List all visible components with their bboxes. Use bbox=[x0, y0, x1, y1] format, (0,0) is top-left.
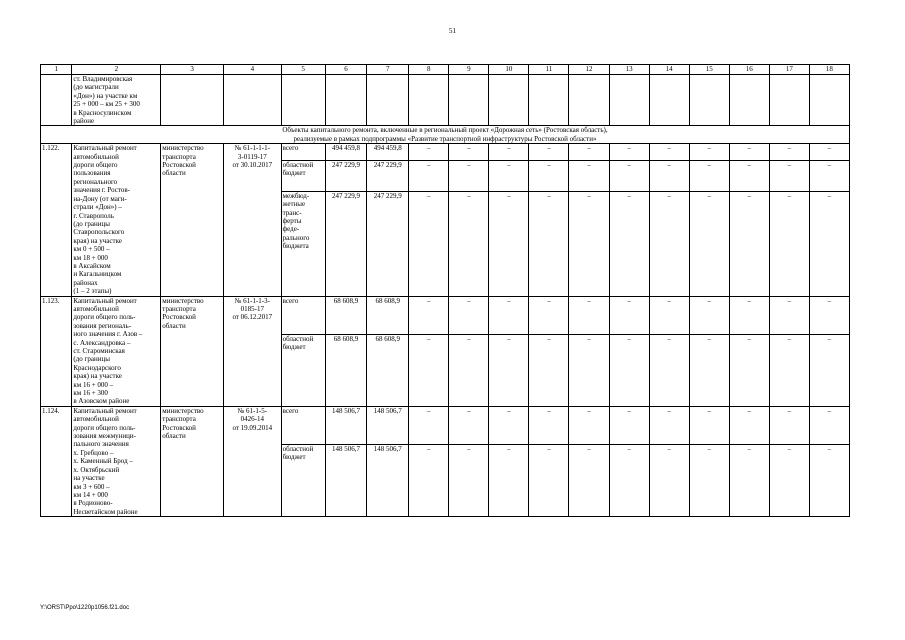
section-heading: Объекты капитального ремонта, включенные в региональный проект «Дорожная сеть» (Ростовская область), реализуемые в рамках подпрограммы «Развитие транспортной инфраструктуры Ростовской области» bbox=[41, 126, 850, 144]
dash-cell: – bbox=[649, 191, 689, 296]
dash-cell: – bbox=[809, 296, 849, 334]
dash-cell: – bbox=[489, 160, 529, 191]
dash-cell: – bbox=[649, 334, 689, 406]
dash-cell: – bbox=[489, 334, 529, 406]
dash-cell: – bbox=[409, 191, 449, 296]
table-row bbox=[41, 296, 850, 334]
dash-cell: – bbox=[729, 144, 769, 160]
dash-cell: – bbox=[809, 334, 849, 406]
continuation-row bbox=[41, 75, 850, 126]
column-number-header: 18 bbox=[809, 65, 849, 75]
dash-cell: – bbox=[569, 334, 609, 406]
dash-cell: – bbox=[449, 144, 489, 160]
funding-source: областной бюджет bbox=[281, 444, 325, 516]
dash-cell: – bbox=[569, 160, 609, 191]
object-customer: министерство транспорта Ростовской области bbox=[161, 144, 224, 296]
value-col-6: 68 608,9 bbox=[325, 334, 367, 406]
funding-source: всего bbox=[281, 296, 325, 334]
column-number-header: 16 bbox=[729, 65, 769, 75]
dash-cell: – bbox=[569, 144, 609, 160]
dash-cell: – bbox=[529, 191, 569, 296]
dash-cell: – bbox=[769, 191, 809, 296]
dash-cell: – bbox=[489, 191, 529, 296]
funding-source: межбюд- жетные транс- ферты феде- рального бюджета bbox=[281, 191, 325, 296]
continuation-text: ст. Владимировская (до магистрали «Дон») на участке км 25 + 000 – км 25 + 300 в Красносулинском районе bbox=[72, 75, 161, 126]
dash-cell: – bbox=[569, 191, 609, 296]
dash-cell: – bbox=[529, 444, 569, 516]
funding-source: всего bbox=[281, 406, 325, 444]
dash-cell: – bbox=[729, 160, 769, 191]
dash-cell: – bbox=[569, 444, 609, 516]
column-number-header: 14 bbox=[649, 65, 689, 75]
dash-cell: – bbox=[809, 444, 849, 516]
dash-cell: – bbox=[769, 160, 809, 191]
dash-cell: – bbox=[449, 334, 489, 406]
value-col-6: 247 229,9 bbox=[325, 160, 367, 191]
dash-cell: – bbox=[569, 406, 609, 444]
header-row bbox=[41, 65, 850, 75]
dash-cell: – bbox=[649, 406, 689, 444]
dash-cell: – bbox=[769, 444, 809, 516]
empty-cell bbox=[729, 75, 769, 126]
empty-cell bbox=[489, 75, 529, 126]
dash-cell: – bbox=[409, 334, 449, 406]
dash-cell: – bbox=[649, 296, 689, 334]
empty-cell bbox=[409, 75, 449, 126]
column-number-header: 8 bbox=[409, 65, 449, 75]
object-number: 1.124. bbox=[41, 406, 72, 516]
column-number-header: 12 bbox=[569, 65, 609, 75]
funding-source: всего bbox=[281, 144, 325, 160]
dash-cell: – bbox=[689, 444, 729, 516]
page-number: 51 bbox=[449, 27, 456, 35]
object-document: № 61-1-5- 0426-14 от 19.09.2014 bbox=[224, 406, 282, 516]
dash-cell: – bbox=[409, 444, 449, 516]
dash-cell: – bbox=[449, 444, 489, 516]
object-customer: министерство транспорта Ростовской области bbox=[161, 296, 224, 406]
dash-cell: – bbox=[449, 296, 489, 334]
dash-cell: – bbox=[689, 144, 729, 160]
funding-source: областной бюджет bbox=[281, 334, 325, 406]
dash-cell: – bbox=[729, 191, 769, 296]
dash-cell: – bbox=[569, 296, 609, 334]
dash-cell: – bbox=[489, 406, 529, 444]
value-col-7: 68 608,9 bbox=[367, 296, 409, 334]
object-name: Капитальный ремонт автомобильной дороги общего пользования регионального значения г. Ростов- на-Дону (от маги- страли «Дон») – г. Ставрополь (до границы Ставропольского края) на участке км 0 + 500 – км 18 + 000 в Аксайском и Кагальницком районах (1 – 2 этапы) bbox=[72, 144, 161, 296]
dash-cell: – bbox=[449, 160, 489, 191]
value-col-7: 247 229,9 bbox=[367, 160, 409, 191]
object-name: Капитальный ремонт автомобильной дороги общего поль- зования региональ- ного значения г. Азов – с. Александровка – ст. Староминская (до границы Краснодарского края) на участке км 16 + 000 – км 16 + 300 в Азовском районе bbox=[72, 296, 161, 406]
column-number-header: 6 bbox=[325, 65, 367, 75]
empty-cell bbox=[569, 75, 609, 126]
dash-cell: – bbox=[609, 191, 649, 296]
dash-cell: – bbox=[609, 444, 649, 516]
column-number-header: 7 bbox=[367, 65, 409, 75]
column-number-header: 15 bbox=[689, 65, 729, 75]
dash-cell: – bbox=[529, 144, 569, 160]
dash-cell: – bbox=[809, 191, 849, 296]
column-number-header: 11 bbox=[529, 65, 569, 75]
table-row bbox=[41, 144, 850, 160]
value-col-6: 148 506,7 bbox=[325, 406, 367, 444]
dash-cell: – bbox=[729, 406, 769, 444]
column-number-header: 5 bbox=[281, 65, 325, 75]
dash-cell: – bbox=[769, 406, 809, 444]
dash-cell: – bbox=[649, 444, 689, 516]
empty-cell bbox=[769, 75, 809, 126]
dash-cell: – bbox=[609, 296, 649, 334]
dash-cell: – bbox=[529, 334, 569, 406]
dash-cell: – bbox=[689, 296, 729, 334]
section-row bbox=[41, 126, 850, 144]
object-number: 1.122. bbox=[41, 144, 72, 296]
value-col-6: 494 459,8 bbox=[325, 144, 367, 160]
empty-cell bbox=[609, 75, 649, 126]
dash-cell: – bbox=[729, 444, 769, 516]
value-col-6: 148 506,7 bbox=[325, 444, 367, 516]
table-row bbox=[41, 406, 850, 444]
dash-cell: – bbox=[609, 406, 649, 444]
column-number-header: 17 bbox=[769, 65, 809, 75]
column-number-header: 3 bbox=[161, 65, 224, 75]
value-col-7: 247 229,9 bbox=[367, 191, 409, 296]
empty-cell bbox=[367, 75, 409, 126]
dash-cell: – bbox=[609, 334, 649, 406]
data-table bbox=[40, 64, 850, 517]
column-number-header: 4 bbox=[224, 65, 282, 75]
column-number-header: 1 bbox=[41, 65, 72, 75]
dash-cell: – bbox=[729, 296, 769, 334]
dash-cell: – bbox=[769, 334, 809, 406]
empty-cell bbox=[529, 75, 569, 126]
dash-cell: – bbox=[809, 160, 849, 191]
dash-cell: – bbox=[769, 296, 809, 334]
empty-cell bbox=[809, 75, 849, 126]
dash-cell: – bbox=[529, 296, 569, 334]
empty-cell bbox=[281, 75, 325, 126]
empty-cell bbox=[449, 75, 489, 126]
column-number-header: 9 bbox=[449, 65, 489, 75]
dash-cell: – bbox=[609, 160, 649, 191]
dash-cell: – bbox=[689, 406, 729, 444]
dash-cell: – bbox=[809, 144, 849, 160]
value-col-7: 148 506,7 bbox=[367, 444, 409, 516]
dash-cell: – bbox=[489, 296, 529, 334]
dash-cell: – bbox=[529, 160, 569, 191]
dash-cell: – bbox=[729, 334, 769, 406]
object-customer: министерство транспорта Ростовской области bbox=[161, 406, 224, 516]
dash-cell: – bbox=[769, 144, 809, 160]
dash-cell: – bbox=[689, 160, 729, 191]
object-number: 1.123. bbox=[41, 296, 72, 406]
dash-cell: – bbox=[529, 406, 569, 444]
dash-cell: – bbox=[689, 334, 729, 406]
value-col-6: 68 608,9 bbox=[325, 296, 367, 334]
dash-cell: – bbox=[649, 144, 689, 160]
funding-source: областной бюджет bbox=[281, 160, 325, 191]
dash-cell: – bbox=[489, 144, 529, 160]
value-col-7: 68 608,9 bbox=[367, 334, 409, 406]
value-col-7: 148 506,7 bbox=[367, 406, 409, 444]
column-number-header: 2 bbox=[72, 65, 161, 75]
dash-cell: – bbox=[409, 144, 449, 160]
column-number-header: 10 bbox=[489, 65, 529, 75]
dash-cell: – bbox=[609, 144, 649, 160]
footer-file-path: Y:\ORST\Ppo\1220p1056.f21.doc bbox=[40, 605, 130, 611]
dash-cell: – bbox=[449, 191, 489, 296]
dash-cell: – bbox=[689, 191, 729, 296]
empty-cell bbox=[689, 75, 729, 126]
row-number-cell bbox=[41, 75, 72, 126]
empty-cell bbox=[325, 75, 367, 126]
dash-cell: – bbox=[809, 406, 849, 444]
object-name: Капитальный ремонт автомобильной дороги общего поль- зования межмуници- пального значения х. Гребцово – х. Каменный Брод – х. Октябрьский на участке км 3 + 600 – км 14 + 000 в Родионово- Несветайском районе bbox=[72, 406, 161, 516]
object-document: № 61-1-1-1- 3-0119-17 от 30.10.2017 bbox=[224, 144, 282, 296]
dash-cell: – bbox=[409, 406, 449, 444]
empty-cell bbox=[649, 75, 689, 126]
empty-cell bbox=[161, 75, 224, 126]
dash-cell: – bbox=[649, 160, 689, 191]
dash-cell: – bbox=[449, 406, 489, 444]
empty-cell bbox=[224, 75, 282, 126]
object-document: № 61-1-1-3- 0185-17 от 06.12.2017 bbox=[224, 296, 282, 406]
dash-cell: – bbox=[409, 160, 449, 191]
value-col-6: 247 229,9 bbox=[325, 191, 367, 296]
dash-cell: – bbox=[409, 296, 449, 334]
dash-cell: – bbox=[489, 444, 529, 516]
column-number-header: 13 bbox=[609, 65, 649, 75]
value-col-7: 494 459,8 bbox=[367, 144, 409, 160]
